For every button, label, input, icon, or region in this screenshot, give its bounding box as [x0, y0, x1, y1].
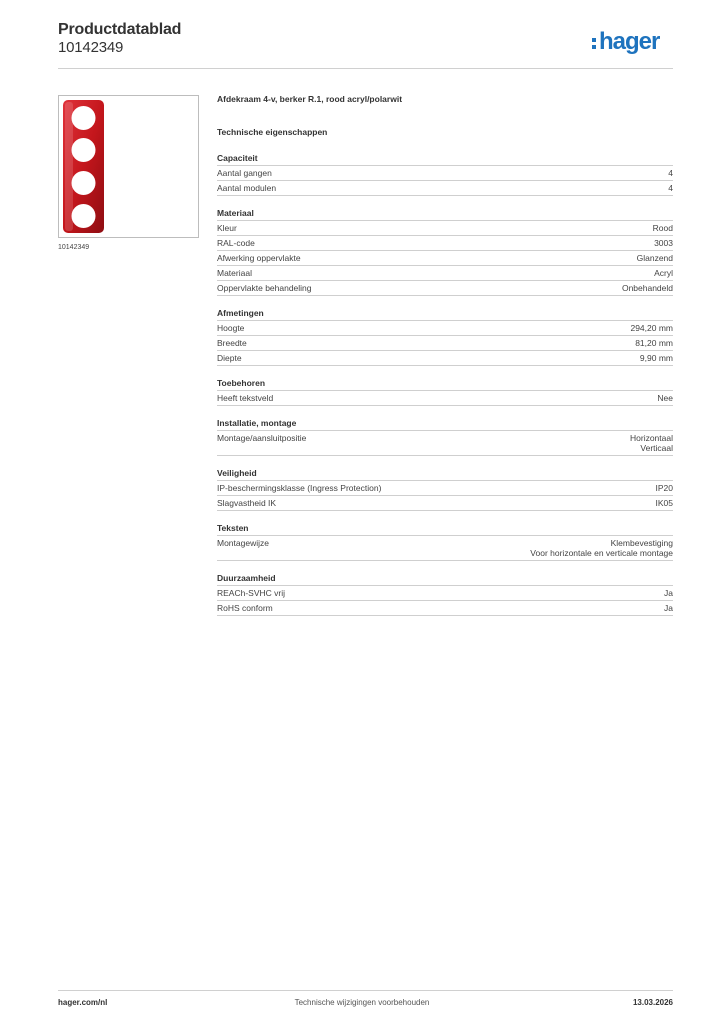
- spec-value-line: Ja: [664, 603, 673, 613]
- spec-section: [217, 468, 673, 511]
- spec-value: [668, 183, 673, 193]
- spec-row: [217, 321, 673, 336]
- spec-value-line: Acryl: [654, 268, 673, 278]
- spec-row: [217, 251, 673, 266]
- spec-label: Aantal gangen: [217, 168, 272, 178]
- spec-value-line: 81,20 mm: [635, 338, 673, 348]
- spec-value: [668, 168, 673, 178]
- product-title: Afdekraam 4-v, berker R.1, rood acryl/polarwit: [217, 94, 403, 104]
- header-divider: [58, 68, 673, 69]
- spec-label: REACh-SVHC vrij: [217, 588, 286, 598]
- product-image: [58, 95, 199, 238]
- spec-label: Oppervlakte behandeling: [217, 283, 312, 293]
- spec-value: [656, 483, 674, 493]
- spec-label: RoHS conform: [217, 603, 273, 613]
- spec-row: [217, 236, 673, 251]
- spec-value: [664, 603, 673, 613]
- footer-date: 13.03.2026: [632, 998, 673, 1007]
- spec-row: [217, 536, 673, 561]
- spec-row: [217, 351, 673, 366]
- spec-value: [654, 238, 673, 248]
- section-title: Afmetingen: [217, 308, 673, 321]
- spec-row: [217, 336, 673, 351]
- spec-value: [630, 433, 673, 453]
- spec-value-line: 4: [668, 168, 673, 178]
- spec-value-line: Klembevestiging: [610, 538, 673, 548]
- spec-label: Hoogte: [217, 323, 245, 333]
- spec-row: [217, 431, 673, 456]
- spec-value-line: Rood: [652, 223, 673, 233]
- section-title: Materiaal: [217, 208, 673, 221]
- spec-section: [217, 573, 673, 616]
- spec-label: Montagewijze: [217, 538, 269, 548]
- cover-frame-illustration: [59, 96, 198, 237]
- hager-logo[interactable]: [592, 28, 659, 56]
- spec-label: Heeft tekstveld: [217, 393, 274, 403]
- spec-value-line: Glanzend: [636, 253, 673, 263]
- spec-row: [217, 166, 673, 181]
- spec-label: Breedte: [217, 338, 247, 348]
- spec-value-line: Onbehandeld: [621, 283, 673, 293]
- spec-value-line: 4: [668, 183, 673, 193]
- spec-label: Aantal modulen: [217, 183, 277, 193]
- footer-website-link[interactable]: hager.com/nl: [58, 998, 108, 1007]
- spec-label: Diepte: [217, 353, 242, 363]
- spec-label: Materiaal: [217, 268, 252, 278]
- page-title: Productdatablad: [58, 21, 182, 38]
- spec-value-line: 3003: [654, 238, 673, 248]
- spec-value-line: Verticaal: [640, 443, 673, 453]
- spec-value: [640, 353, 673, 363]
- spec-section: [217, 153, 673, 196]
- section-title: Toebehoren: [217, 378, 673, 391]
- spec-value: [656, 498, 674, 508]
- spec-value-line: Ja: [664, 588, 673, 598]
- spec-label: RAL-code: [217, 238, 255, 248]
- spec-value: [530, 538, 673, 558]
- spec-label: IP-beschermingsklasse (Ingress Protection): [217, 483, 382, 493]
- spec-section: [217, 308, 673, 366]
- spec-value-line: Nee: [657, 393, 673, 403]
- footer-divider: [58, 990, 673, 991]
- spec-row: [217, 601, 673, 616]
- spec-value: [630, 323, 673, 333]
- spec-section: [217, 208, 673, 296]
- spec-content: [217, 94, 673, 628]
- section-title: Teksten: [217, 523, 673, 536]
- spec-value-line: IK05: [655, 498, 673, 508]
- spec-section: [217, 418, 673, 456]
- spec-section: [217, 378, 673, 406]
- spec-value: [637, 253, 673, 263]
- section-title: Duurzaamheid: [217, 573, 673, 586]
- spec-row: [217, 391, 673, 406]
- spec-value: [664, 588, 673, 598]
- footer-disclaimer: Technische wijzigingen voorbehouden: [294, 998, 430, 1007]
- logo-colon-icon: [592, 35, 597, 50]
- image-caption: 10142349: [58, 244, 90, 251]
- spec-label: Afwerking oppervlakte: [217, 253, 301, 263]
- spec-value: [653, 223, 673, 233]
- spec-label: Montage/aansluitpositie: [217, 433, 307, 443]
- logo-text: hager: [599, 28, 660, 55]
- spec-value: [622, 283, 673, 293]
- section-title: Installatie, montage: [217, 418, 673, 431]
- spec-value-line: 294,20 mm: [630, 323, 673, 333]
- section-title: Capaciteit: [217, 153, 673, 166]
- spec-value-line: 9,90 mm: [639, 353, 673, 363]
- section-title: Veiligheid: [217, 468, 673, 481]
- spec-value-line: IP20: [655, 483, 673, 493]
- spec-section: [217, 523, 673, 561]
- spec-value: [654, 268, 673, 278]
- spec-value: [635, 338, 673, 348]
- technical-properties-heading: Technische eigenschappen: [217, 127, 328, 137]
- spec-row: [217, 181, 673, 196]
- spec-value-line: Voor horizontale en verticale montage: [530, 548, 673, 558]
- spec-label: Kleur: [217, 223, 237, 233]
- spec-value-line: Horizontaal: [630, 433, 673, 443]
- spec-row: [217, 281, 673, 296]
- spec-label: Slagvastheid IK: [217, 498, 277, 508]
- spec-row: [217, 586, 673, 601]
- spec-row: [217, 481, 673, 496]
- spec-value: [657, 393, 673, 403]
- spec-row: [217, 266, 673, 281]
- spec-row: [217, 221, 673, 236]
- article-number: 10142349: [58, 39, 124, 56]
- spec-sections: [217, 153, 673, 616]
- spec-row: [217, 496, 673, 511]
